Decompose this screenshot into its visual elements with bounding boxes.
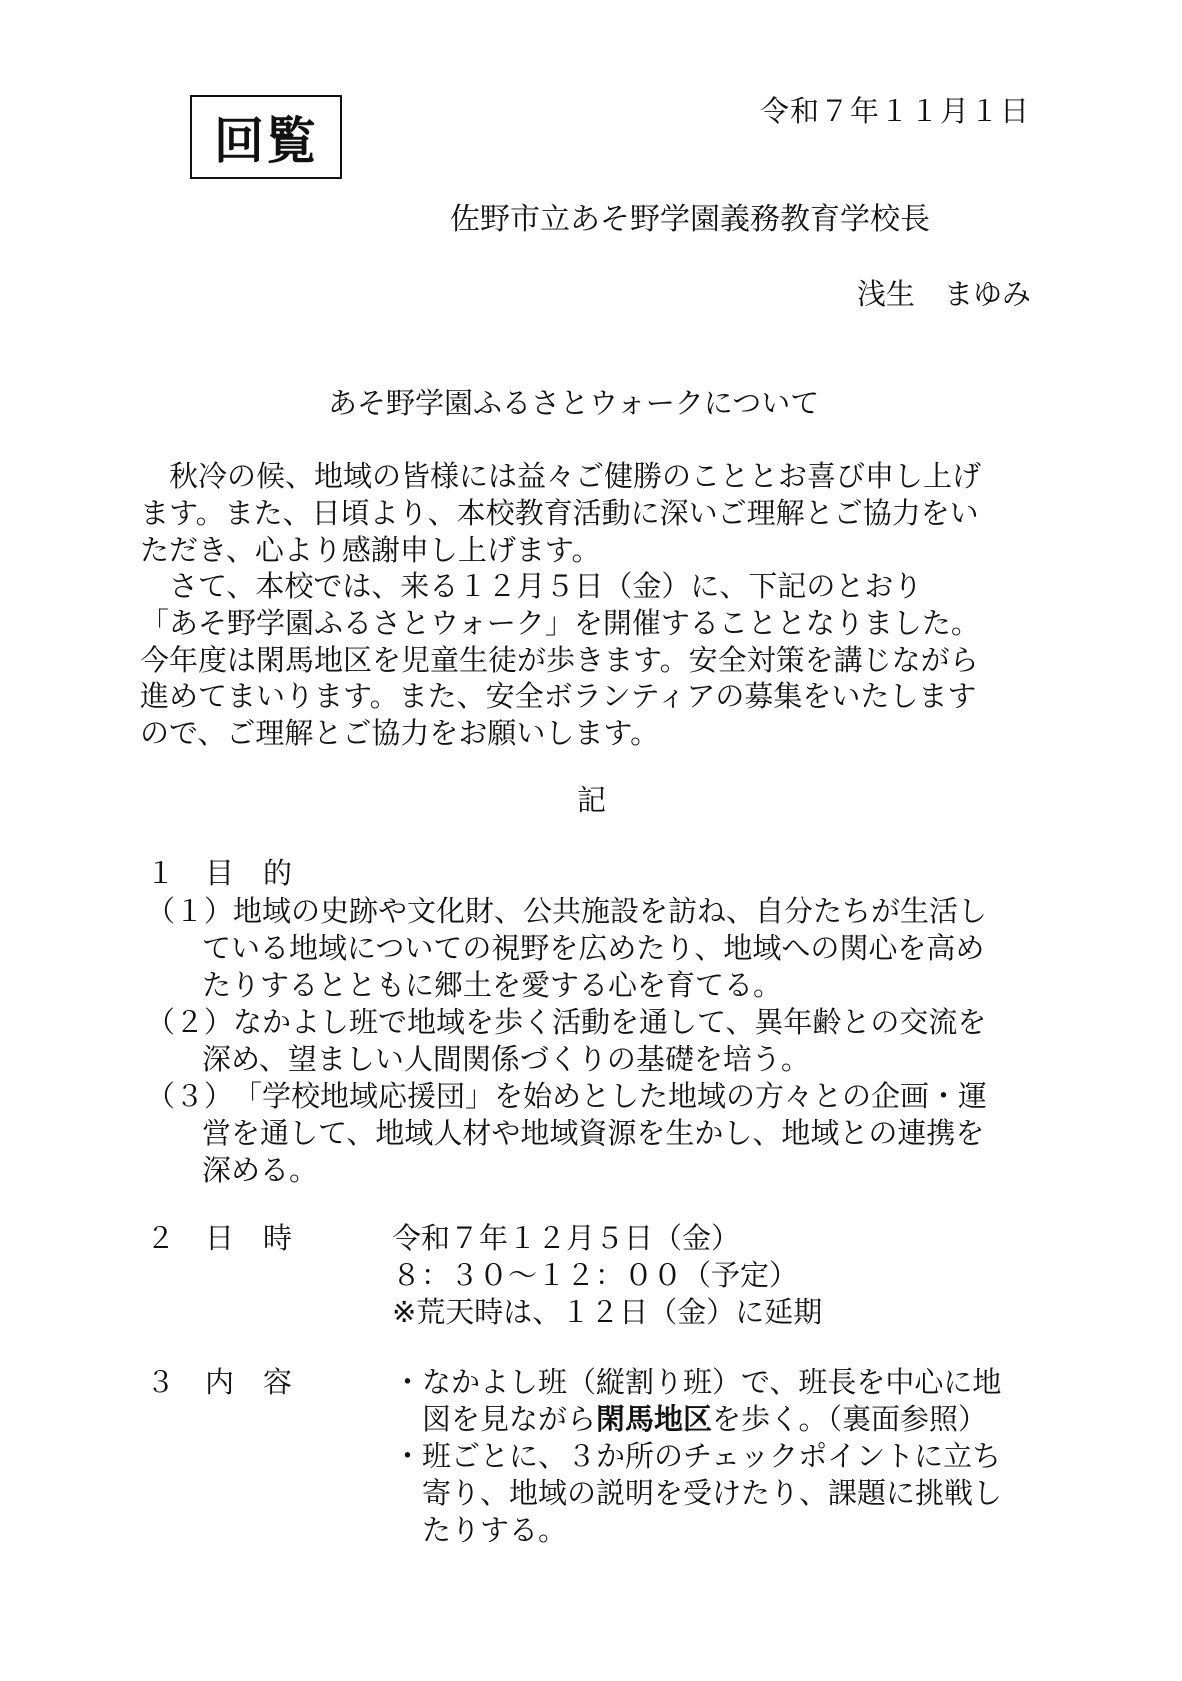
purpose-item2-line1: なかよし班で地域を歩く活動を通して、異年齢との交流を xyxy=(233,1005,987,1039)
purpose-item1-marker: （１） xyxy=(146,894,234,928)
section1-label: 目 的 xyxy=(205,856,293,890)
content-item1-line1: なかよし班（縦割り班）で、班長を中心に地 xyxy=(422,1365,1002,1399)
body-line-6: 今年度は閑馬地区を児童生徒が歩きます。安全対策を講じながら xyxy=(140,643,979,677)
kanma-district-bold: 閑馬地区 xyxy=(596,1402,713,1436)
purpose-item3-line2: 営を通して、地域人材や地域資源を生かし、地域との連携を xyxy=(202,1116,985,1150)
purpose-item2-marker: （２） xyxy=(146,1005,234,1039)
circulation-stamp: 回覧 xyxy=(190,95,342,179)
body-line-7: 進めてまいります。また、安全ボランティアの募集をいたします xyxy=(140,679,977,713)
purpose-item1-line2: ている地域についての視野を広めたり、地域への関心を高め xyxy=(202,931,985,965)
content-item1-line2-before: 図を見ながら xyxy=(422,1402,597,1436)
content-item2-line3: たりする。 xyxy=(422,1513,568,1547)
content-bullet-2: ・ xyxy=(393,1439,423,1473)
principal-name: 浅生 まゆみ xyxy=(857,277,1032,311)
body-line-4: さて、本校では、来る１２月５日（金）に、下記のとおり xyxy=(140,569,923,603)
purpose-item2-line2: 深め、望ましい人間関係づくりの基礎を培う。 xyxy=(202,1042,810,1076)
body-line-2: ます。また、日頃より、本校教育活動に深いご理解とご協力をい xyxy=(140,496,979,530)
section1-number: １ xyxy=(146,856,176,890)
section2-number: ２ xyxy=(146,1221,176,1255)
section3-label: 内 容 xyxy=(205,1365,293,1399)
body-line-1: 秋冷の候、地域の皆様には益々ご健勝のこととお喜び申し上げ xyxy=(140,459,982,493)
event-date: 令和７年１２月５日（金） xyxy=(392,1221,741,1255)
purpose-item3-marker: （３） xyxy=(146,1079,234,1113)
purpose-item3-line1: 「学校地域応援団」を始めとした地域の方々との企画・運 xyxy=(233,1079,988,1113)
ki-marker: 記 xyxy=(577,783,607,817)
body-line-5: 「あそ野学園ふるさとウォーク」を開催することとなりました。 xyxy=(140,606,980,640)
sender-organization: 佐野市立あそ野学園義務教育学校長 xyxy=(450,202,930,237)
content-item1-line2-after: を歩く。（裏面参照） xyxy=(712,1402,987,1436)
body-line-3: ただき、心より感謝申し上げます。 xyxy=(140,533,601,567)
content-item2-line1: 班ごとに、３か所のチェックポイントに立ち xyxy=(422,1439,1002,1473)
body-line-8: ので、ご理解とご協力をお願いします。 xyxy=(140,716,660,750)
rain-date-note: ※荒天時は、１２日（金）に延期 xyxy=(392,1295,823,1329)
event-time: ８：３０～１２：００（予定） xyxy=(392,1258,799,1292)
content-item2-line2: 寄り、地域の説明を受けたり、課題に挑戦し xyxy=(422,1476,1003,1510)
purpose-item1-line1: 地域の史跡や文化財、公共施設を訪ね、自分たちが生活し xyxy=(233,894,988,928)
section3-number: ３ xyxy=(146,1365,176,1399)
issue-date: 令和７年１１月１日 xyxy=(760,94,1031,128)
content-bullet-1: ・ xyxy=(393,1365,423,1399)
content-item1-line2 xyxy=(422,1401,987,1437)
purpose-item1-line3: たりするとともに郷土を愛する心を育てる。 xyxy=(202,968,783,1002)
purpose-item3-line3: 深める。 xyxy=(202,1153,319,1187)
section2-label: 日 時 xyxy=(205,1221,293,1255)
document-title: あそ野学園ふるさとウォークについて xyxy=(328,386,820,420)
